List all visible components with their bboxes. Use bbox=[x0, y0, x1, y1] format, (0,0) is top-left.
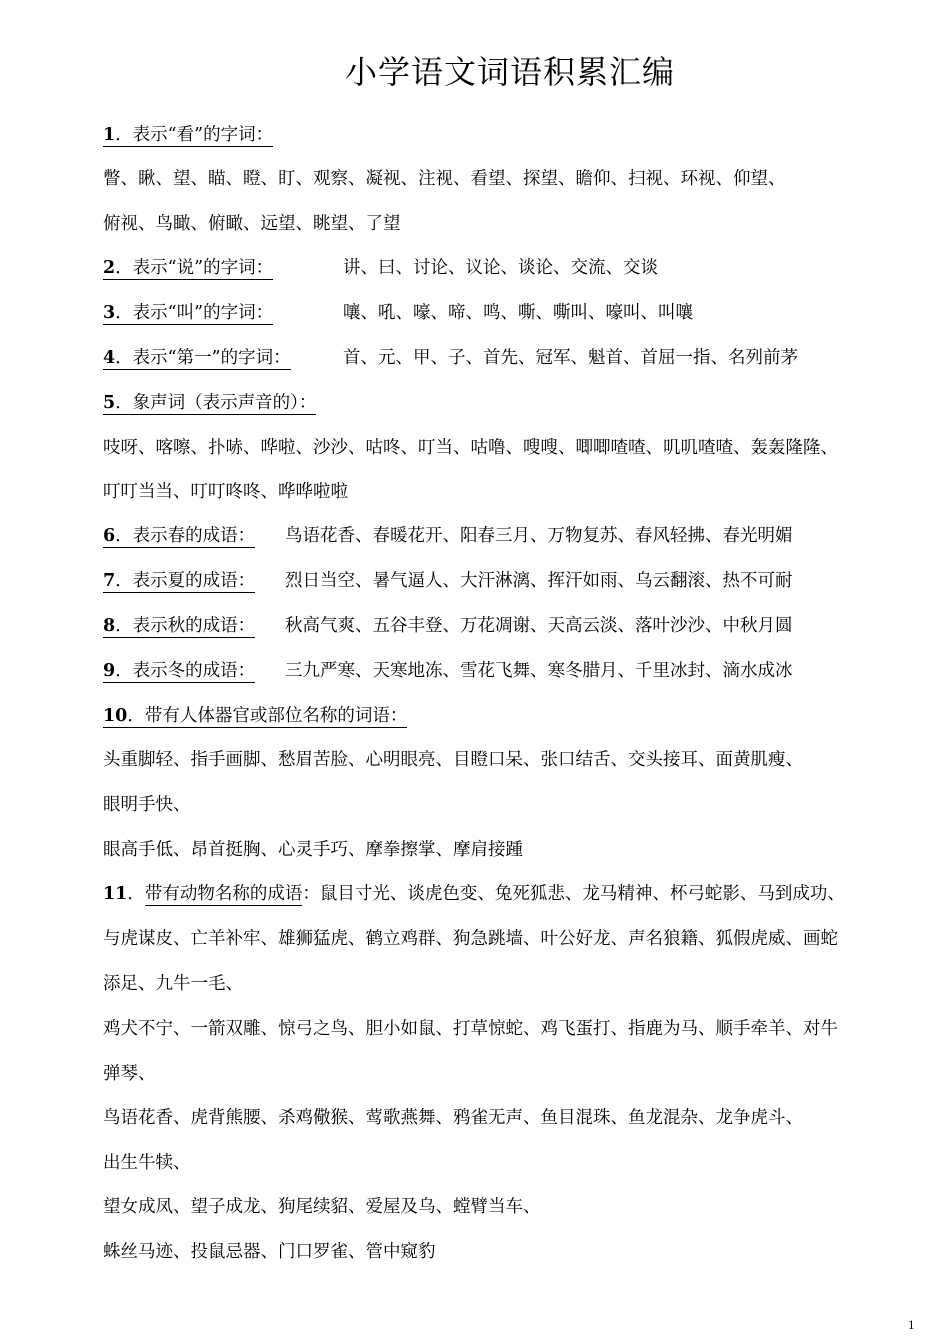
section-8-label: ．表示秋的成语： bbox=[115, 616, 256, 636]
section-3-label: ．表示“叫”的字词： bbox=[115, 303, 274, 323]
section-2-label-underline bbox=[103, 258, 273, 280]
section-10-label-underline bbox=[103, 706, 407, 728]
section-4-content: 首、元、甲、子、首先、冠军、魁首、首屈一指、名列前茅 bbox=[343, 348, 798, 368]
section-11-line-6: 鸟语花香、虎背熊腰、杀鸡儆猴、莺歌燕舞、鸦雀无声、鱼目混珠、鱼龙混杂、龙争虎斗、 bbox=[103, 1108, 803, 1128]
section-2-heading bbox=[103, 255, 273, 281]
section-10-heading bbox=[103, 703, 407, 729]
section-6-label-underline bbox=[103, 526, 255, 548]
section-2-number: 2 bbox=[103, 258, 116, 278]
section-11-line-3: 添足、九牛一毛、 bbox=[103, 974, 243, 994]
section-11-label: 带有动物名称的成语 bbox=[144, 884, 303, 904]
section-3-number: 3 bbox=[103, 303, 116, 323]
section-10-line-3: 眼高手低、昂首挺胸、心灵手巧、摩拳擦掌、摩肩接踵 bbox=[103, 840, 523, 860]
section-4-label-underline bbox=[103, 348, 291, 370]
section-9-heading bbox=[103, 658, 255, 684]
section-5-line-2: 叮叮当当、叮叮咚咚、哗哗啦啦 bbox=[103, 482, 348, 502]
section-11-number: 11 bbox=[103, 884, 128, 904]
section-11-line-4: 鸡犬不宁、一箭双雕、惊弓之鸟、胆小如鼠、打草惊蛇、鸡飞蛋打、指鹿为马、顺手牵羊、对牛 bbox=[103, 1019, 838, 1039]
section-1-heading bbox=[103, 122, 273, 148]
section-1-line-2: 俯视、鸟瞰、俯瞰、远望、眺望、了望 bbox=[103, 214, 401, 234]
section-3-label-underline bbox=[103, 303, 273, 325]
section-11-dot: ． bbox=[127, 884, 145, 904]
section-2-content: 讲、曰、讨论、议论、谈论、交流、交谈 bbox=[343, 258, 658, 278]
section-8-number: 8 bbox=[103, 616, 116, 636]
section-8-heading bbox=[103, 613, 255, 639]
section-3-content: 嚷、吼、嚎、啼、鸣、嘶、嘶叫、嚎叫、叫嚷 bbox=[343, 303, 693, 323]
section-11-heading bbox=[103, 881, 845, 907]
section-7-label-underline bbox=[103, 571, 255, 593]
section-7-heading bbox=[103, 568, 255, 594]
section-6-number: 6 bbox=[103, 526, 116, 546]
section-10-label: ．带有人体器官或部位名称的词语： bbox=[127, 706, 408, 726]
section-5-line-1: 吱呀、喀嚓、扑哧、哗啦、沙沙、咕咚、叮当、咕噜、嗖嗖、唧唧喳喳、叽叽喳喳、轰轰隆隆、 bbox=[103, 438, 838, 458]
section-11-line-8: 望女成凤、望子成龙、狗尾续貂、爱屋及乌、螳臂当车、 bbox=[103, 1197, 541, 1217]
section-3-heading bbox=[103, 300, 273, 326]
section-5-label: ．象声词（表示声音的）： bbox=[115, 393, 317, 413]
section-7-label: ．表示夏的成语： bbox=[115, 571, 256, 591]
section-5-label-underline bbox=[103, 393, 316, 415]
section-6-heading bbox=[103, 523, 255, 549]
section-2-label: ．表示“说”的字词： bbox=[115, 258, 274, 278]
section-9-content: 三九严寒、天寒地冻、雪花飞舞、寒冬腊月、千里冰封、滴水成冰 bbox=[285, 661, 793, 681]
section-11-line-7: 出生牛犊、 bbox=[103, 1153, 191, 1173]
section-7-number: 7 bbox=[103, 571, 116, 591]
section-6-label: ．表示春的成语： bbox=[115, 526, 256, 546]
section-8-label-underline bbox=[103, 616, 255, 638]
section-6-content: 鸟语花香、春暖花开、阳春三月、万物复苏、春风轻拂、春光明媚 bbox=[285, 526, 793, 546]
section-9-label: ．表示冬的成语： bbox=[115, 661, 256, 681]
section-8-content: 秋高气爽、五谷丰登、万花凋谢、天高云淡、落叶沙沙、中秋月圆 bbox=[285, 616, 793, 636]
section-10-number: 10 bbox=[103, 706, 128, 726]
page-number: 1 bbox=[908, 1317, 915, 1332]
section-1-label-underline bbox=[103, 125, 273, 147]
section-9-label-underline bbox=[103, 661, 255, 683]
section-11-colon: ： bbox=[302, 884, 320, 904]
section-11-line-5: 弹琴、 bbox=[103, 1064, 156, 1084]
section-5-heading bbox=[103, 390, 316, 416]
section-4-heading bbox=[103, 345, 291, 371]
section-5-number: 5 bbox=[103, 393, 116, 413]
section-11-line-1: 鼠目寸光、谈虎色变、兔死狐悲、龙马精神、杯弓蛇影、马到成功、 bbox=[319, 884, 845, 904]
section-4-number: 4 bbox=[103, 348, 116, 368]
section-11-line-9: 蛛丝马迹、投鼠忌器、门口罗雀、管中窥豹 bbox=[103, 1242, 436, 1262]
section-1-label: ．表示“看”的字词： bbox=[115, 125, 274, 145]
section-7-content: 烈日当空、暑气逼人、大汗淋漓、挥汗如雨、乌云翻滚、热不可耐 bbox=[285, 571, 793, 591]
section-10-line-1: 头重脚轻、指手画脚、愁眉苦脸、心明眼亮、目瞪口呆、张口结舌、交头接耳、面黄肌瘦、 bbox=[103, 750, 803, 770]
section-1-number: 1 bbox=[103, 125, 116, 145]
section-10-line-2: 眼明手快、 bbox=[103, 795, 191, 815]
document-title: 小学语文词语积累汇编 bbox=[344, 53, 675, 91]
section-11-line-2: 与虎谋皮、亡羊补牢、雄狮猛虎、鹤立鸡群、狗急跳墙、叶公好龙、声名狼籍、狐假虎威、画蛇 bbox=[103, 929, 838, 949]
section-4-label: ．表示“第一”的字词： bbox=[115, 348, 291, 368]
section-9-number: 9 bbox=[103, 661, 116, 681]
section-1-line-1: 瞥、瞅、望、瞄、瞪、盯、观察、凝视、注视、看望、探望、瞻仰、扫视、环视、仰望、 bbox=[103, 169, 786, 189]
